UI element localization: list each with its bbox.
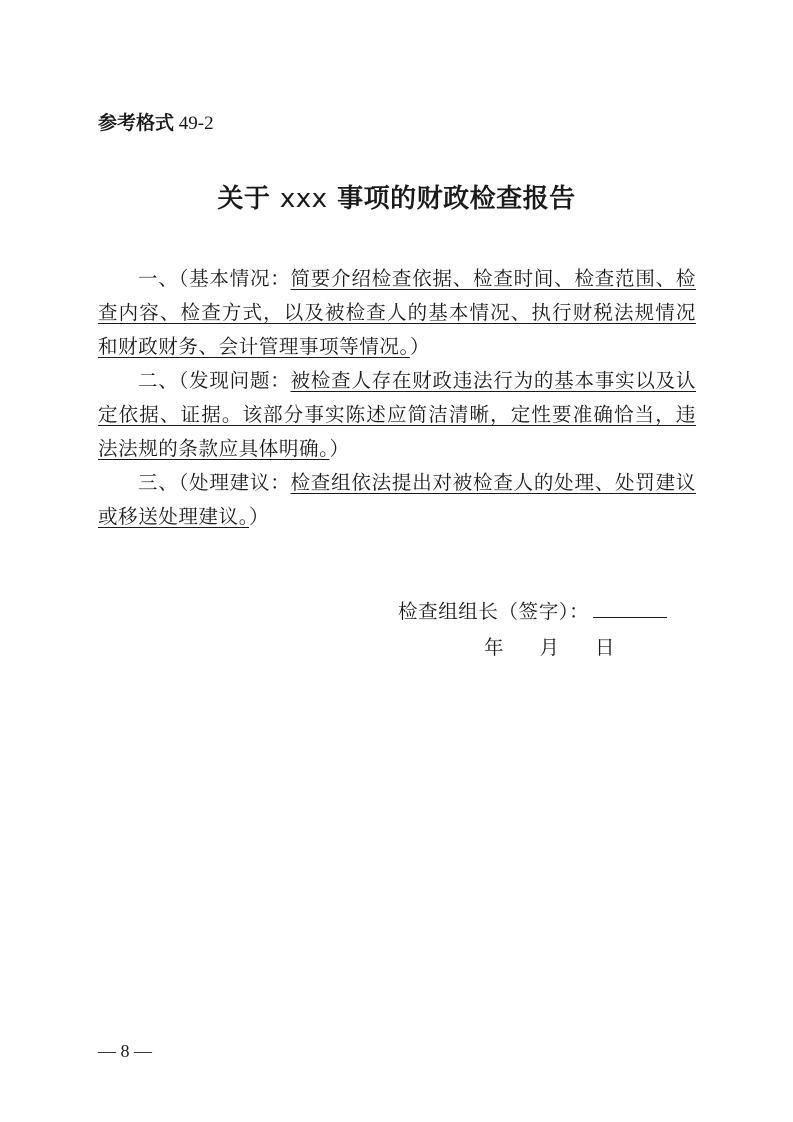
section-recommendations (98, 466, 696, 534)
title-placeholder: xxx (279, 184, 328, 214)
section-lead: 一、（基本情况： (138, 267, 291, 290)
reference-format-label (98, 108, 214, 135)
section-lead: 二、（发现问题： (138, 369, 291, 392)
title-suffix: 事项的财政检查报告 (337, 184, 576, 214)
section-lead: 三、（处理建议： (138, 471, 291, 494)
report-body (98, 262, 696, 534)
section-content: 检查组依法提出对被检查人的处理、处罚建议或移送处理建议。 (98, 471, 696, 528)
section-tail: ） (249, 505, 270, 528)
section-content: 被检查人存在财政违法行为的基本事实以及认定依据、证据。该部分事实陈述应简洁清晰，定性要准确恰当，违法法规的条款应具体明确。 (98, 369, 696, 460)
reference-format-number: 49-2 (178, 113, 214, 134)
signature-blank (593, 597, 667, 618)
document-title (0, 178, 793, 215)
date-day: 日 (595, 636, 615, 659)
section-basic-info (98, 262, 696, 364)
date-month: 月 (539, 636, 560, 659)
section-findings (98, 364, 696, 466)
section-tail: ） (409, 335, 430, 358)
date-line (484, 632, 615, 660)
section-content: 简要介绍检查依据、检查时间、检查范围、检查内容、检查方式，以及被检查人的基本情况、执行财税法规情况和财政财务、会计管理事项等情况。 (98, 267, 696, 358)
signature-label: 检查组组长（签字）： (398, 600, 590, 623)
section-tail: ） (329, 437, 350, 460)
page-number: — 8 — (98, 1041, 152, 1061)
date-year: 年 (484, 636, 504, 659)
reference-format-text: 参考格式 (98, 113, 175, 134)
title-prefix: 关于 (217, 184, 271, 214)
signature-line (398, 596, 667, 624)
